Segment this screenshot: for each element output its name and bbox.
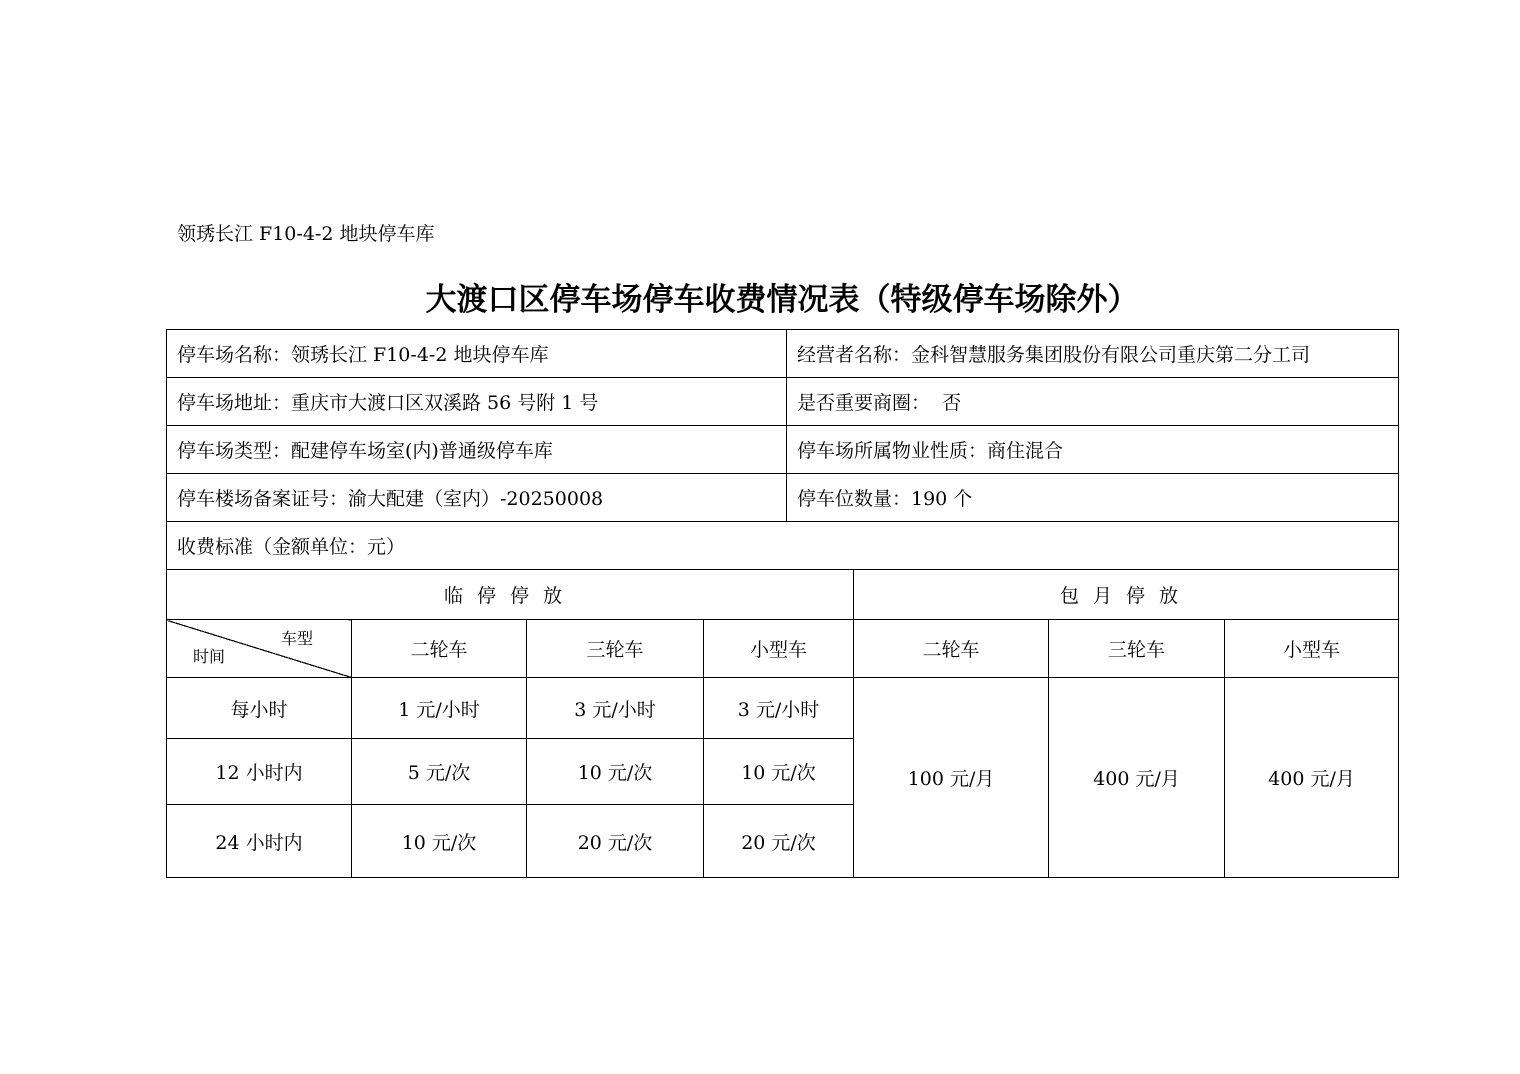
diagonal-header-cell [167,620,352,678]
temp-three-wheeler-header: 三轮车 [527,620,704,678]
parking-name-cell: 停车场名称：领琇长江 F10-4-2 地块停车库 [167,330,787,378]
monthly-three-wheeler-header: 三轮车 [1049,620,1225,678]
info-row [167,426,1399,474]
fee-cell: 20 元/次 [704,805,854,878]
fee-cell: 5 元/次 [352,739,527,805]
monthly-two-wheeler-header: 二轮车 [854,620,1049,678]
parking-info-table [166,329,1399,570]
parking-spaces-cell: 停车位数量：190 个 [787,474,1399,522]
parking-type-cell: 停车场类型：配建停车场室(内)普通级停车库 [167,426,787,474]
monthly-small-car-header: 小型车 [1225,620,1399,678]
record-number-cell: 停车楼场备案证号：渝大配建（室内）-20250008 [167,474,787,522]
business-district-cell: 是否重要商圈： 否 [787,378,1399,426]
temp-two-wheeler-header: 二轮车 [352,620,527,678]
monthly-parking-header [854,570,1399,620]
fee-cell: 20 元/次 [527,805,704,878]
temp-small-car-header: 小型车 [704,620,854,678]
operator-cell: 经营者名称：金科智慧服务集团股份有限公司重庆第二分工司 [787,330,1399,378]
info-row [167,474,1399,522]
monthly-three-wheeler-fee: 400 元/月 [1049,678,1225,878]
vehicle-type-axis-label: 车型 [280,629,313,648]
time-axis-label: 时间 [193,647,226,666]
monthly-two-wheeler-fee: 100 元/月 [854,678,1049,878]
address-cell: 停车场地址：重庆市大渡口区双溪路 56 号附 1 号 [167,378,787,426]
property-nature-cell: 停车场所属物业性质：商住混合 [787,426,1399,474]
table-row [167,678,1399,739]
vehicle-type-header-row [167,620,1399,678]
temporary-parking-title: 临停停放 [444,585,577,607]
fee-cell: 10 元/次 [527,739,704,805]
document-caption: 领琇长江 F10-4-2 地块停车库 [177,223,435,245]
monthly-parking-title: 包月停放 [1060,585,1193,607]
monthly-small-car-fee: 400 元/月 [1225,678,1399,878]
document-title: 大渡口区停车场停车收费情况表（特级停车场除外） [425,282,1139,318]
period-cell: 每小时 [167,678,352,739]
period-cell: 24 小时内 [167,805,352,878]
info-row [167,378,1399,426]
fee-cell: 10 元/次 [352,805,527,878]
info-row [167,330,1399,378]
temporary-parking-header [167,570,854,620]
info-row [167,522,1399,570]
fee-table [166,569,1399,878]
fee-cell: 3 元/小时 [704,678,854,739]
fee-cell: 3 元/小时 [527,678,704,739]
fee-standard-cell: 收费标准（金额单位：元） [167,522,1399,570]
fee-cell: 10 元/次 [704,739,854,805]
fee-section-header-row [167,570,1399,620]
fee-cell: 1 元/小时 [352,678,527,739]
period-cell: 12 小时内 [167,739,352,805]
